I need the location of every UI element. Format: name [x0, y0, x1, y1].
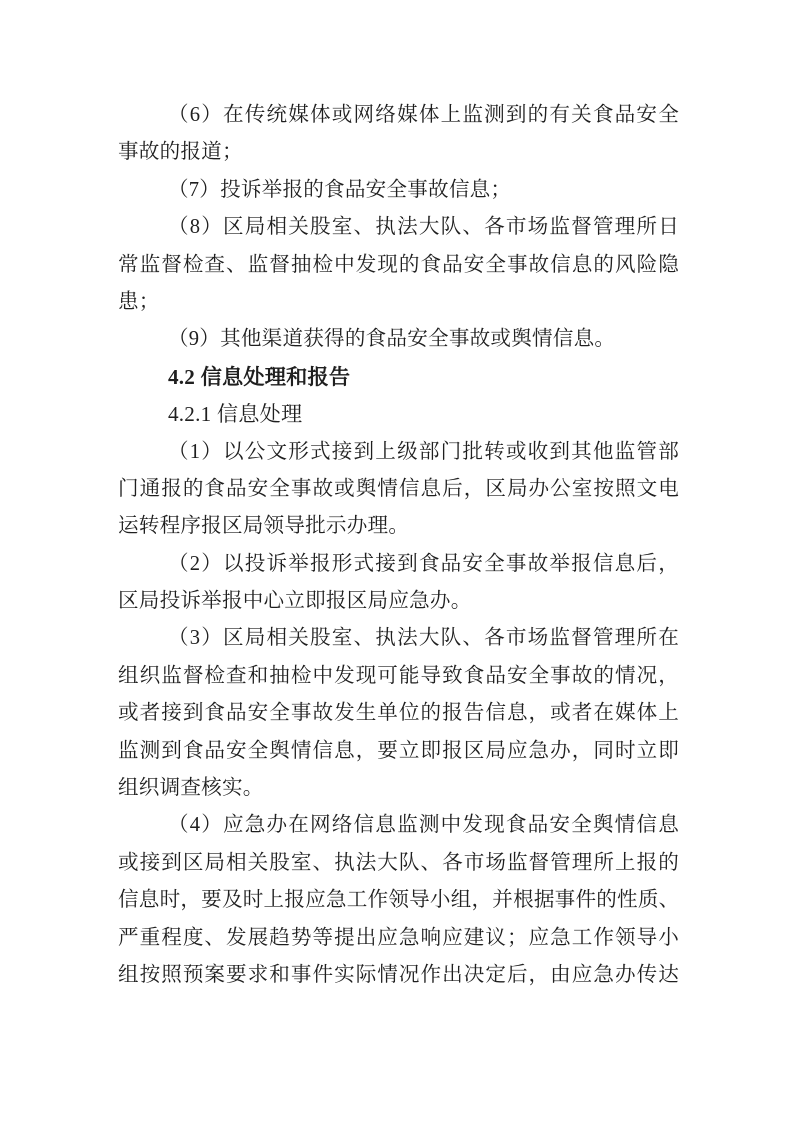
- text-line: 4.2.1 信息处理: [168, 402, 303, 427]
- section-heading: [118, 359, 679, 396]
- paragraph: [118, 321, 679, 358]
- text-line: 事故的报道；: [118, 141, 243, 164]
- document-text-block: [118, 97, 679, 994]
- text-line: （3）区局相关股室、执法大队、各市场监督管理所在: [168, 627, 679, 650]
- paragraph: [118, 172, 679, 209]
- text-line: （4）应急办在网络信息监测中发现食品安全舆情信息: [168, 814, 679, 837]
- text-line: 4.2 信息处理和报告: [168, 364, 351, 389]
- text-line: （8）区局相关股室、执法大队、各市场监督管理所日: [168, 216, 679, 239]
- text-line: 组按照预案要求和事件实际情况作出决定后，由应急办传达: [118, 963, 679, 986]
- text-line: 门通报的食品安全事故或舆情信息后，区局办公室按照文电: [118, 477, 679, 500]
- paragraph: [118, 620, 679, 807]
- text-line: 组织调查核实。: [118, 777, 264, 800]
- paragraph: [118, 209, 679, 321]
- text-line: 组织监督检查和抽检中发现可能导致食品安全事故的情况，: [118, 664, 679, 687]
- text-line: （9）其他渠道获得的食品安全事故或舆情信息。: [168, 328, 616, 351]
- text-line: 或者接到食品安全事故发生单位的报告信息，或者在媒体上: [118, 702, 679, 725]
- text-line: 监测到食品安全舆情信息，要立即报区局应急办，同时立即: [118, 739, 679, 762]
- text-line: （6）在传统媒体或网络媒体上监测到的有关食品安全: [168, 104, 679, 126]
- paragraph: [118, 807, 679, 994]
- text-line: 区局投诉举报中心立即报区局应急办。: [118, 590, 472, 613]
- paragraph: [118, 434, 679, 546]
- text-line: 信息时，要及时上报应急工作领导小组，并根据事件的性质、: [118, 889, 680, 912]
- text-line: （1）以公文形式接到上级部门批转或收到其他监管部: [168, 440, 679, 463]
- text-line: （7）投诉举报的食品安全事故信息；: [168, 178, 512, 201]
- text-line: （2）以投诉举报形式接到食品安全事故举报信息后，: [168, 552, 679, 575]
- paragraph: [118, 97, 679, 172]
- text-line: 患；: [118, 290, 160, 313]
- paragraph: [118, 546, 679, 621]
- text-line: 严重程度、发展趋势等提出应急响应建议；应急工作领导小: [118, 926, 679, 949]
- text-line: 运转程序报区局领导批示办理。: [118, 515, 410, 538]
- text-line: 或接到区局相关股室、执法大队、各市场监督管理所上报的: [118, 851, 679, 874]
- text-line: 常监督检查、监督抽检中发现的食品安全事故信息的风险隐: [118, 253, 679, 276]
- section-heading: [118, 396, 679, 433]
